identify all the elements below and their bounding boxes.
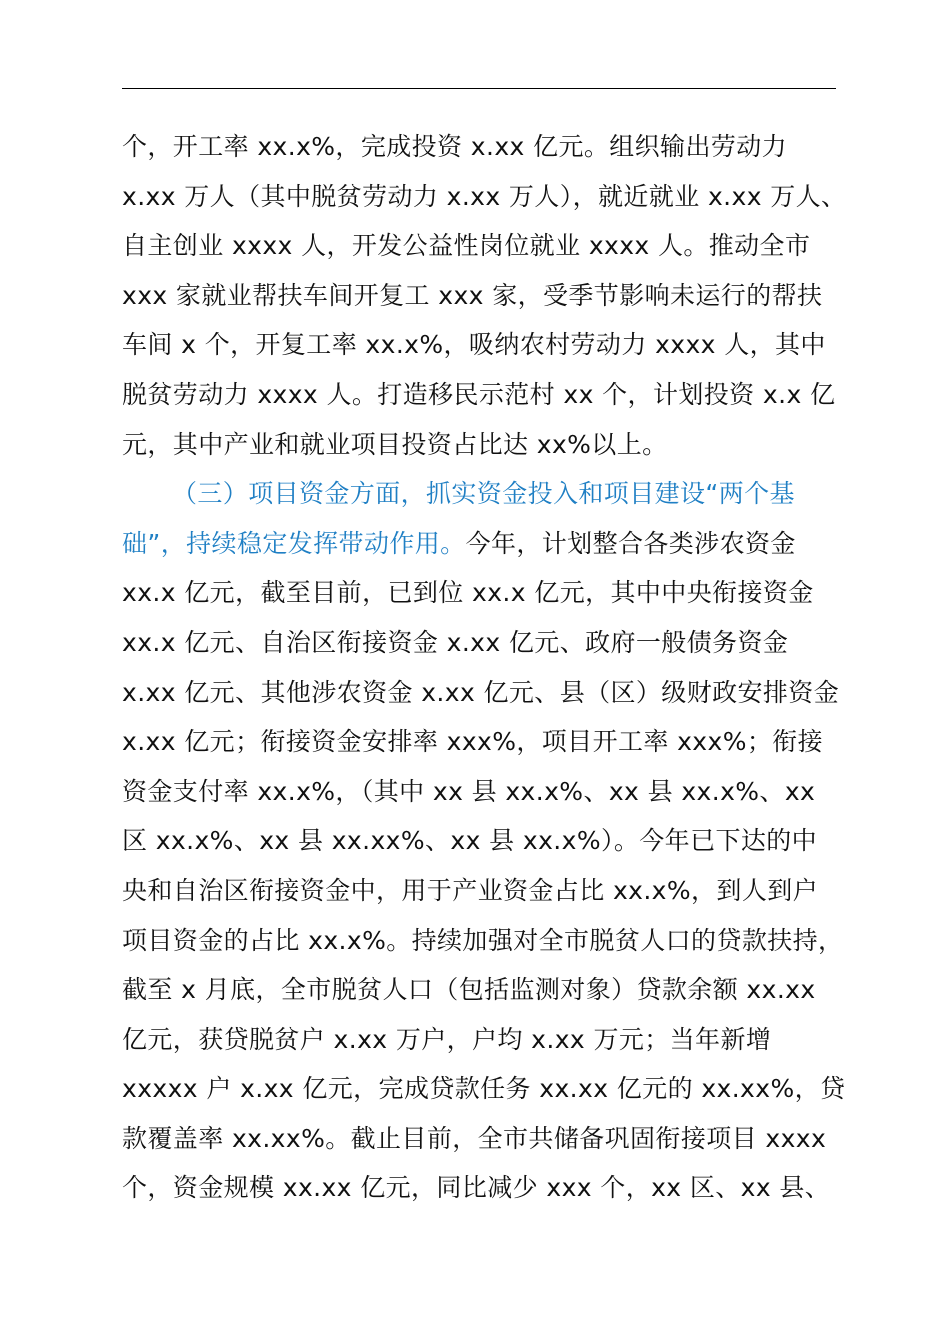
- text-line: 个，资金规模 xx.xx 亿元，同比减少 xxx 个，xx 区、xx 县、: [122, 1173, 831, 1203]
- text-line: 款覆盖率 xx.xx%。截止目前，全市共储备巩固衔接项目 xxxx: [122, 1123, 827, 1153]
- text-line: 自主创业 xxxx 人，开发公益性岗位就业 xxxx 人。推动全市: [122, 231, 811, 261]
- text-line: 车间 x 个，开复工率 xx.x%，吸纳农村劳动力 xxxx 人，其中: [122, 330, 826, 360]
- text-line: xx.x 亿元，截至目前，已到位 xx.x 亿元，其中中央衔接资金: [122, 578, 814, 608]
- text-line: x.xx 亿元、其他涉农资金 x.xx 亿元、县（区）级财政安排资金: [122, 677, 840, 707]
- paragraph-employment: [122, 122, 847, 469]
- document-body: [122, 122, 847, 1213]
- text-line: x.xx 亿元；衔接资金安排率 xxx%，项目开工率 xxx%；衔接: [122, 727, 824, 757]
- text-line: xxxxx 户 x.xx 亿元，完成贷款任务 xx.xx 亿元的 xx.xx%，贷: [122, 1074, 846, 1104]
- section-heading-continued: 础”，持续稳定发挥带动作用。: [122, 528, 466, 558]
- section-heading: （三）项目资金方面，抓实资金投入和项目建设“两个基: [172, 479, 795, 509]
- text-line: x.xx 万人（其中脱贫劳动力 x.xx 万人），就近就业 x.xx 万人、: [122, 181, 847, 211]
- text-line: 个，开工率 xx.x%，完成投资 x.xx 亿元。组织输出劳动力: [122, 132, 788, 161]
- text-line: 脱贫劳动力 xxxx 人。打造移民示范村 xx 个，计划投资 x.x 亿: [122, 379, 836, 409]
- text-line: 区 xx.x%、xx 县 xx.xx%、xx 县 xx.x%）。今年已下达的中: [122, 826, 818, 856]
- header-rule: [122, 88, 836, 89]
- text-line: 元，其中产业和就业项目投资占比达 xx%以上。: [122, 429, 668, 459]
- paragraph-project-funds: [122, 469, 846, 1213]
- text-line: 资金支付率 xx.x%，（其中 xx 县 xx.x%、xx 县 xx.x%、xx: [122, 776, 816, 806]
- text-line: 项目资金的占比 xx.x%。持续加强对全市脱贫人口的贷款扶持，: [122, 925, 844, 955]
- text-line: xxx 家就业帮扶车间开复工 xxx 家，受季节影响未运行的帮扶: [122, 280, 823, 310]
- text-line: [122, 519, 838, 569]
- text-line: 截至 x 月底，全市脱贫人口（包括监测对象）贷款余额 xx.xx: [122, 975, 816, 1005]
- text-line: 央和自治区衔接资金中，用于产业资金占比 xx.x%，到人到户: [122, 875, 819, 905]
- text-line-rest: 今年，计划整合各类涉农资金: [465, 528, 796, 558]
- text-line: 亿元，获贷脱贫户 x.xx 万户，户均 x.xx 万元；当年新增: [122, 1024, 772, 1054]
- text-line: xx.x 亿元、自治区衔接资金 x.xx 亿元、政府一般债务资金: [122, 627, 789, 657]
